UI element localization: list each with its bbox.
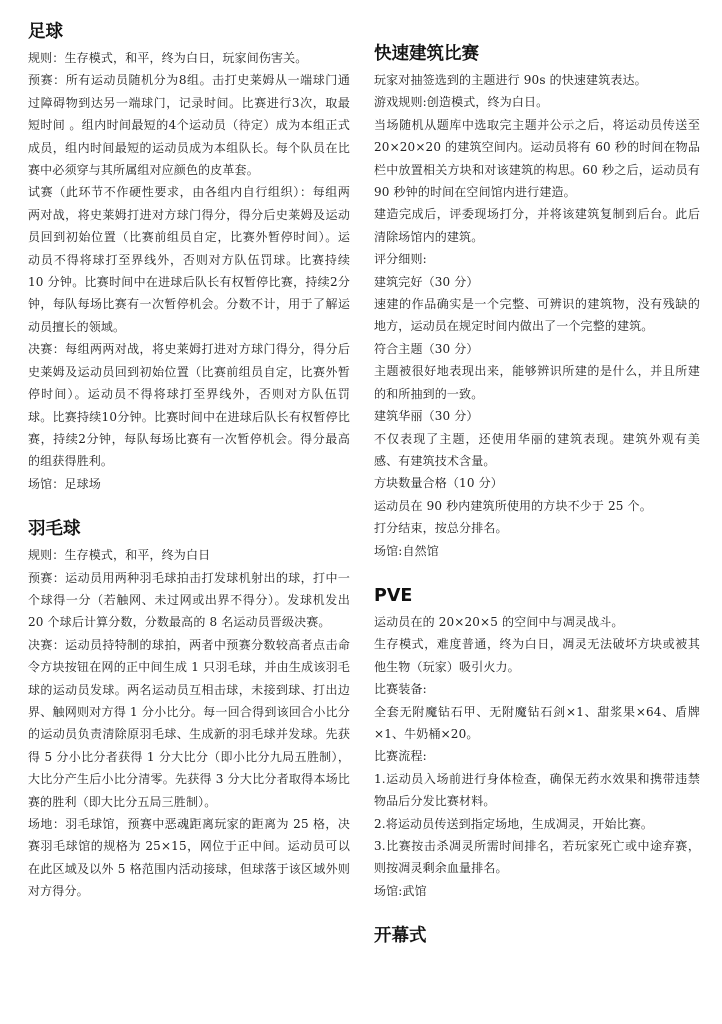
quick-build-venue: 场馆:自然馆 xyxy=(374,543,439,558)
quick-build-judging: 建造完成后，评委现场打分，并将该建筑复制到后台。此后清除场馆内的建筑。 xyxy=(374,207,700,244)
pve-step-2: 2.将运动员传送到指定场地，生成凋灵，开始比赛。 xyxy=(374,816,654,831)
criterion-gorgeous-title: 建筑华丽（30 分） xyxy=(374,409,479,424)
badminton-venue: 场地：羽毛球馆，预赛中恶魂距离玩家的距离为 25 格，决赛羽毛球馆的规格为 25×15，网位于正中间。运动员可以在此区域及以外 5 格范围内活动接球，但球落于该区域外则对方得分。 xyxy=(28,817,350,899)
quick-build-section xyxy=(374,42,700,562)
quick-build-heading: 快速建筑比赛 xyxy=(374,44,479,64)
pve-equipment-label: 比赛装备: xyxy=(374,682,427,697)
criterion-theme-title: 符合主题（30 分） xyxy=(374,341,479,356)
football-venue: 场馆：足球场 xyxy=(28,476,101,491)
criterion-theme-desc: 主题被很好地表现出来，能够辨识所建的是什么，并且所建的和所抽到的一致。 xyxy=(374,364,700,401)
pve-step-3: 3.比赛按击杀凋灵所需时间排名，若玩家死亡或中途弃赛，则按凋灵剩余血量排名。 xyxy=(374,839,700,876)
criterion-blocks-desc: 运动员在 90 秒内建筑所使用的方块不少于 25 个。 xyxy=(374,498,652,513)
left-column xyxy=(28,20,350,903)
quick-build-intro: 玩家对抽签选到的主题进行 90s 的快速建筑表达。 xyxy=(374,73,647,87)
pve-mode: 生存模式，难度普通，终为白日，凋灵无法破坏方块或被其他生物（玩家）吸引火力。 xyxy=(374,637,700,674)
quick-build-ranking: 打分结束，按总分排名。 xyxy=(374,521,508,536)
football-section xyxy=(28,20,350,495)
opening-heading: 开幕式 xyxy=(374,926,427,947)
football-preliminary: 预赛：所有运动员随机分为8组。击打史莱姆从一端球门通过障碍物到达另一端球门，记录时间。比赛进行3次，取最短时间 。组内时间最短的4个运动员（待定）成为本组正式成员，组内时间最短的运动员成为本组队长。每个队员在比赛中必须穿与其所属组对应颜色的皮革套。 xyxy=(28,73,350,178)
quick-build-mode: 游戏规则:创造模式，终为白日。 xyxy=(374,95,549,110)
pve-heading: PVE xyxy=(374,585,413,606)
criterion-gorgeous-desc: 不仅表现了主题，还使用华丽的建筑表现。建筑外观有美感、有建筑技术含量。 xyxy=(374,431,700,468)
football-heading: 足球 xyxy=(28,22,63,42)
badminton-final: 决赛：运动员持特制的球拍，两者中预赛分数较高者点击命令方块按钮在网的正中间生成 1 只羽毛球，并由生成该羽毛球的运动员发球。两名运动员互相击球，未接到球、打出边界、触网则对方得 1 分小比分。每一回合得到该回合小比分的运动员负责清除原羽毛球、生成新的羽毛球并发球。先获得 5 分小比分者获得 1 分大比分（即小比分九局五胜制），大比分产生后小比分清零。先获得 3 分大比分者取得本场比赛的胜利（即大比分五局三胜制）。 xyxy=(28,637,350,809)
pve-venue: 场馆:武馆 xyxy=(374,883,427,898)
pve-equipment-list: 全套无附魔钻石甲、无附魔钻石剑×1、甜浆果×64、盾牌×1、牛奶桶×20。 xyxy=(374,704,700,741)
quick-build-criteria-label: 评分细则: xyxy=(374,252,427,267)
football-rules: 规则：生存模式，和平，终为白日，玩家间伤害关。 xyxy=(28,51,308,65)
pve-procedure-label: 比赛流程: xyxy=(374,749,427,764)
criterion-complete-desc: 速建的作品确实是一个完整、可辨识的建筑物，没有残缺的地方，运动员在规定时间内做出了一个完整的建筑。 xyxy=(374,297,700,334)
criterion-complete-title: 建筑完好（30 分） xyxy=(374,274,479,289)
quick-build-procedure: 当场随机从题库中选取完主题并公示之后，将运动员传送至 20×20×20 的建筑空间内。运动员将有 60 秒的时间在物品栏中放置相关方块和对该建筑的构思。60 秒之后，运动员有 90 秒钟的时间在空间馆内进行建造。 xyxy=(374,117,700,200)
badminton-preliminary: 预赛：运动员用两种羽毛球拍击打发球机射出的球，打中一个球得一分（若触网、未过网或出界不得分）。发球机发出 20 个球后计算分数，分数最高的 8 名运动员晋级决赛。 xyxy=(28,570,350,630)
criterion-blocks-title: 方块数量合格（10 分） xyxy=(374,476,503,491)
badminton-heading: 羽毛球 xyxy=(28,519,81,540)
badminton-rules: 规则：生存模式，和平，终为白日 xyxy=(28,548,211,563)
pve-step-1: 1.运动员入场前进行身体检查，确保无药水效果和携带违禁物品后分发比赛材料。 xyxy=(374,771,700,809)
football-trial: 试赛（此环节不作硬性要求，由各组内自行组织）：每组两两对战，将史莱姆打进对方球门得分，得分后史莱姆及运动员回到初始位置（比赛前组员自定，比赛外暂停时间）。运动员不得将球打至界线外，否则对方队伍罚球。比赛持续 10 分钟。比赛时间中在进球后队长有权暂停比赛，持续2分钟，每队每场比赛有一次暂停机会。分数不计，用于了解运动员擅长的领域。 xyxy=(28,185,350,334)
badminton-section xyxy=(28,517,350,903)
opening-section xyxy=(374,924,700,948)
pve-intro: 运动员在的 20×20×5 的空间中与凋灵战斗。 xyxy=(374,614,624,629)
right-column xyxy=(374,42,700,951)
pve-section xyxy=(374,584,700,902)
football-final: 决赛：每组两两对战，将史莱姆打进对方球门得分，得分后史莱姆及运动员回到初始位置（比赛前组员自定，比赛外暂停时间）。运动员不得将球打至界线外，否则对方队伍罚球。比赛持续10分钟。比赛时间中在进球后队长有权暂停比赛，持续2分钟，每队每场比赛有一次暂停机会。得分最高的组获得胜利。 xyxy=(28,342,350,469)
